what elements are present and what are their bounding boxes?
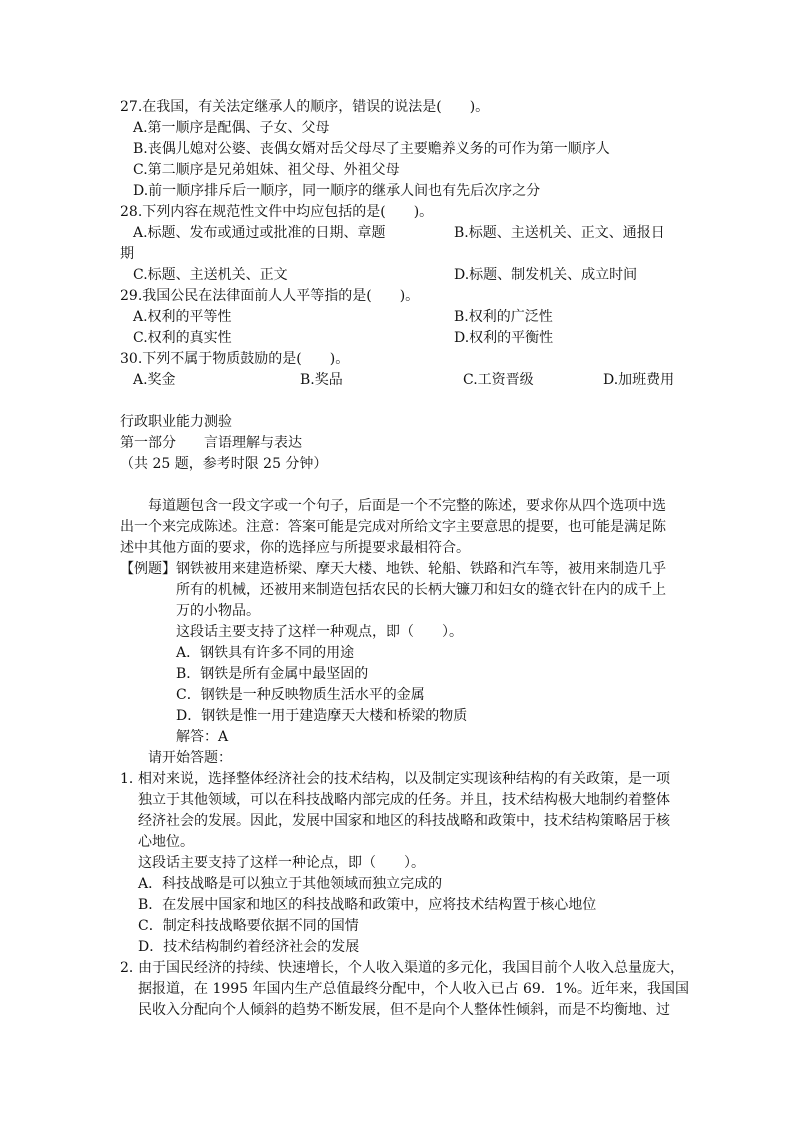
options-row (120, 265, 690, 286)
option-a: A．钢铁具有许多不同的用途 (176, 645, 355, 661)
instruction-line: 述中其他方面的要求，你的选择应与所提要求最相符合。 (120, 540, 470, 556)
option-c: C.第二顺序是兄弟姐妹、祖父母、外祖父母 (133, 162, 400, 178)
example-answer: 解答：A (176, 729, 229, 745)
question-stem: 30.下列不属于物质鼓励的是( )。 (120, 351, 350, 367)
question-line: 独立于其他领域，可以在科技战略内部完成的任务。并且，技术结构极大地制约着整体 (138, 792, 670, 808)
question-number: 2． (120, 960, 143, 976)
option-d: D.前一顺序排斥后一顺序，同一顺序的继承人间也有先后次序之分 (133, 183, 541, 199)
spacer (120, 391, 690, 412)
option-d: D.权利的平衡性 (454, 330, 554, 346)
options-row (120, 328, 690, 349)
question-stem: 27.在我国，有关法定继承人的顺序，错误的说法是( )。 (120, 99, 490, 115)
question-line: 心地位。 (138, 834, 194, 850)
question-number: 1． (120, 771, 143, 787)
option-c: C．钢铁是一种反映物质生活水平的金属 (176, 687, 425, 703)
question-27 (120, 97, 690, 202)
option-a: A.第一顺序是配偶、子女、父母 (133, 120, 330, 136)
section-note: （共 25 题，参考时限 25 分钟） (120, 456, 328, 472)
option-a: A.标题、发布或通过或批准的日期、章题 (133, 225, 386, 241)
option-d: D.标题、制发机关、成立时间 (454, 267, 638, 283)
example-question (120, 559, 690, 748)
section-title: 行政职业能力测验 (120, 414, 232, 430)
option-b: B．钢铁是所有金属中最坚固的 (176, 666, 369, 682)
instruction-line: 出一个来完成陈述。注意：答案可能是完成对所给文字主要意思的提要，也可能是满足陈 (120, 519, 666, 535)
question-29 (120, 286, 690, 349)
option-c: C.权利的真实性 (133, 330, 232, 346)
option-c: C.标题、主送机关、正文 (133, 267, 288, 283)
question-30 (120, 349, 690, 391)
option-c: C．制定科技战略要依据不同的国情 (138, 918, 359, 934)
document-content (120, 97, 690, 1021)
option-a: A.权利的平等性 (133, 309, 232, 325)
option-b: B.奖品 (300, 372, 343, 388)
question-1 (120, 769, 690, 958)
options-row (120, 370, 690, 391)
question-line: 相对来说，选择整体经济社会的技术结构，以及制定实现该种结构的有关政策，是一项 (138, 771, 670, 787)
option-b: B.丧偶儿媳对公婆、丧偶女婿对岳父母尽了主要赡养义务的可作为第一顺序人 (133, 141, 610, 157)
question-line: 由于国民经济的持续、快速增长，个人收入渠道的多元化，我国目前个人收入总量庞大， (138, 960, 684, 976)
section-part: 第一部分 言语理解与表达 (120, 435, 302, 451)
question-line: 民收入分配向个人倾斜的趋势不断发展，但不是向个人整体性倾斜，而是不均衡地、过 (138, 1002, 670, 1018)
instruction-line: 每道题包含一段文字或一个句子，后面是一个不完整的陈述，要求你从四个选项中选 (148, 498, 666, 514)
question-line: 经济社会的发展。因此，发展中国家和地区的科技战略和政策中，技术结构策略居于核 (138, 813, 670, 829)
example-line: 所有的机械，还被用来制造包括农民的长柄大镰刀和妇女的缝衣针在内的成千上 (176, 582, 666, 598)
options-row (120, 307, 690, 328)
options-row (120, 223, 690, 244)
option-d: D．钢铁是惟一用于建造摩天大楼和桥梁的物质 (176, 708, 468, 724)
question-stem: 28.下列内容在规范性文件中均应包括的是( )。 (120, 204, 434, 220)
question-2 (120, 958, 690, 1021)
option-a: A．科技战略是可以独立于其他领域而独立完成的 (138, 876, 443, 892)
instructions (120, 496, 690, 559)
spacer (120, 475, 690, 496)
option-c: C.工资晋级 (463, 372, 534, 388)
option-b: B．在发展中国家和地区的科技战略和政策中，应将技术结构置于核心地位 (138, 897, 597, 913)
question-28 (120, 202, 690, 286)
example-line: 钢铁被用来建造桥梁、摩天大楼、地铁、轮船、铁路和汽车等，被用来制造几乎 (176, 561, 666, 577)
option-d: D．技术结构制约着经济社会的发展 (138, 939, 360, 955)
option-a: A.奖金 (133, 372, 176, 388)
option-b: B.权利的广泛性 (454, 309, 553, 325)
question-stem: 29.我国公民在法律面前人人平等指的是( )。 (120, 288, 420, 304)
option-b-wrap: 期 (120, 246, 134, 262)
question-prompt: 这段话主要支持了这样一种论点，即（ ）。 (138, 855, 425, 871)
start-prompt: 请开始答题： (148, 750, 232, 766)
example-label: 【例题】 (120, 561, 176, 577)
option-b: B.标题、主送机关、正文、通报日 (454, 225, 665, 241)
example-line: 万的小物品。 (176, 603, 260, 619)
option-d: D.加班费用 (603, 372, 675, 388)
question-line: 据报道，在 1995 年国内生产总值最终分配中，个人收入已占 69．1%。近年来，我国国 (138, 981, 690, 997)
example-prompt: 这段话主要支持了这样一种观点，即（ ）。 (176, 624, 463, 640)
